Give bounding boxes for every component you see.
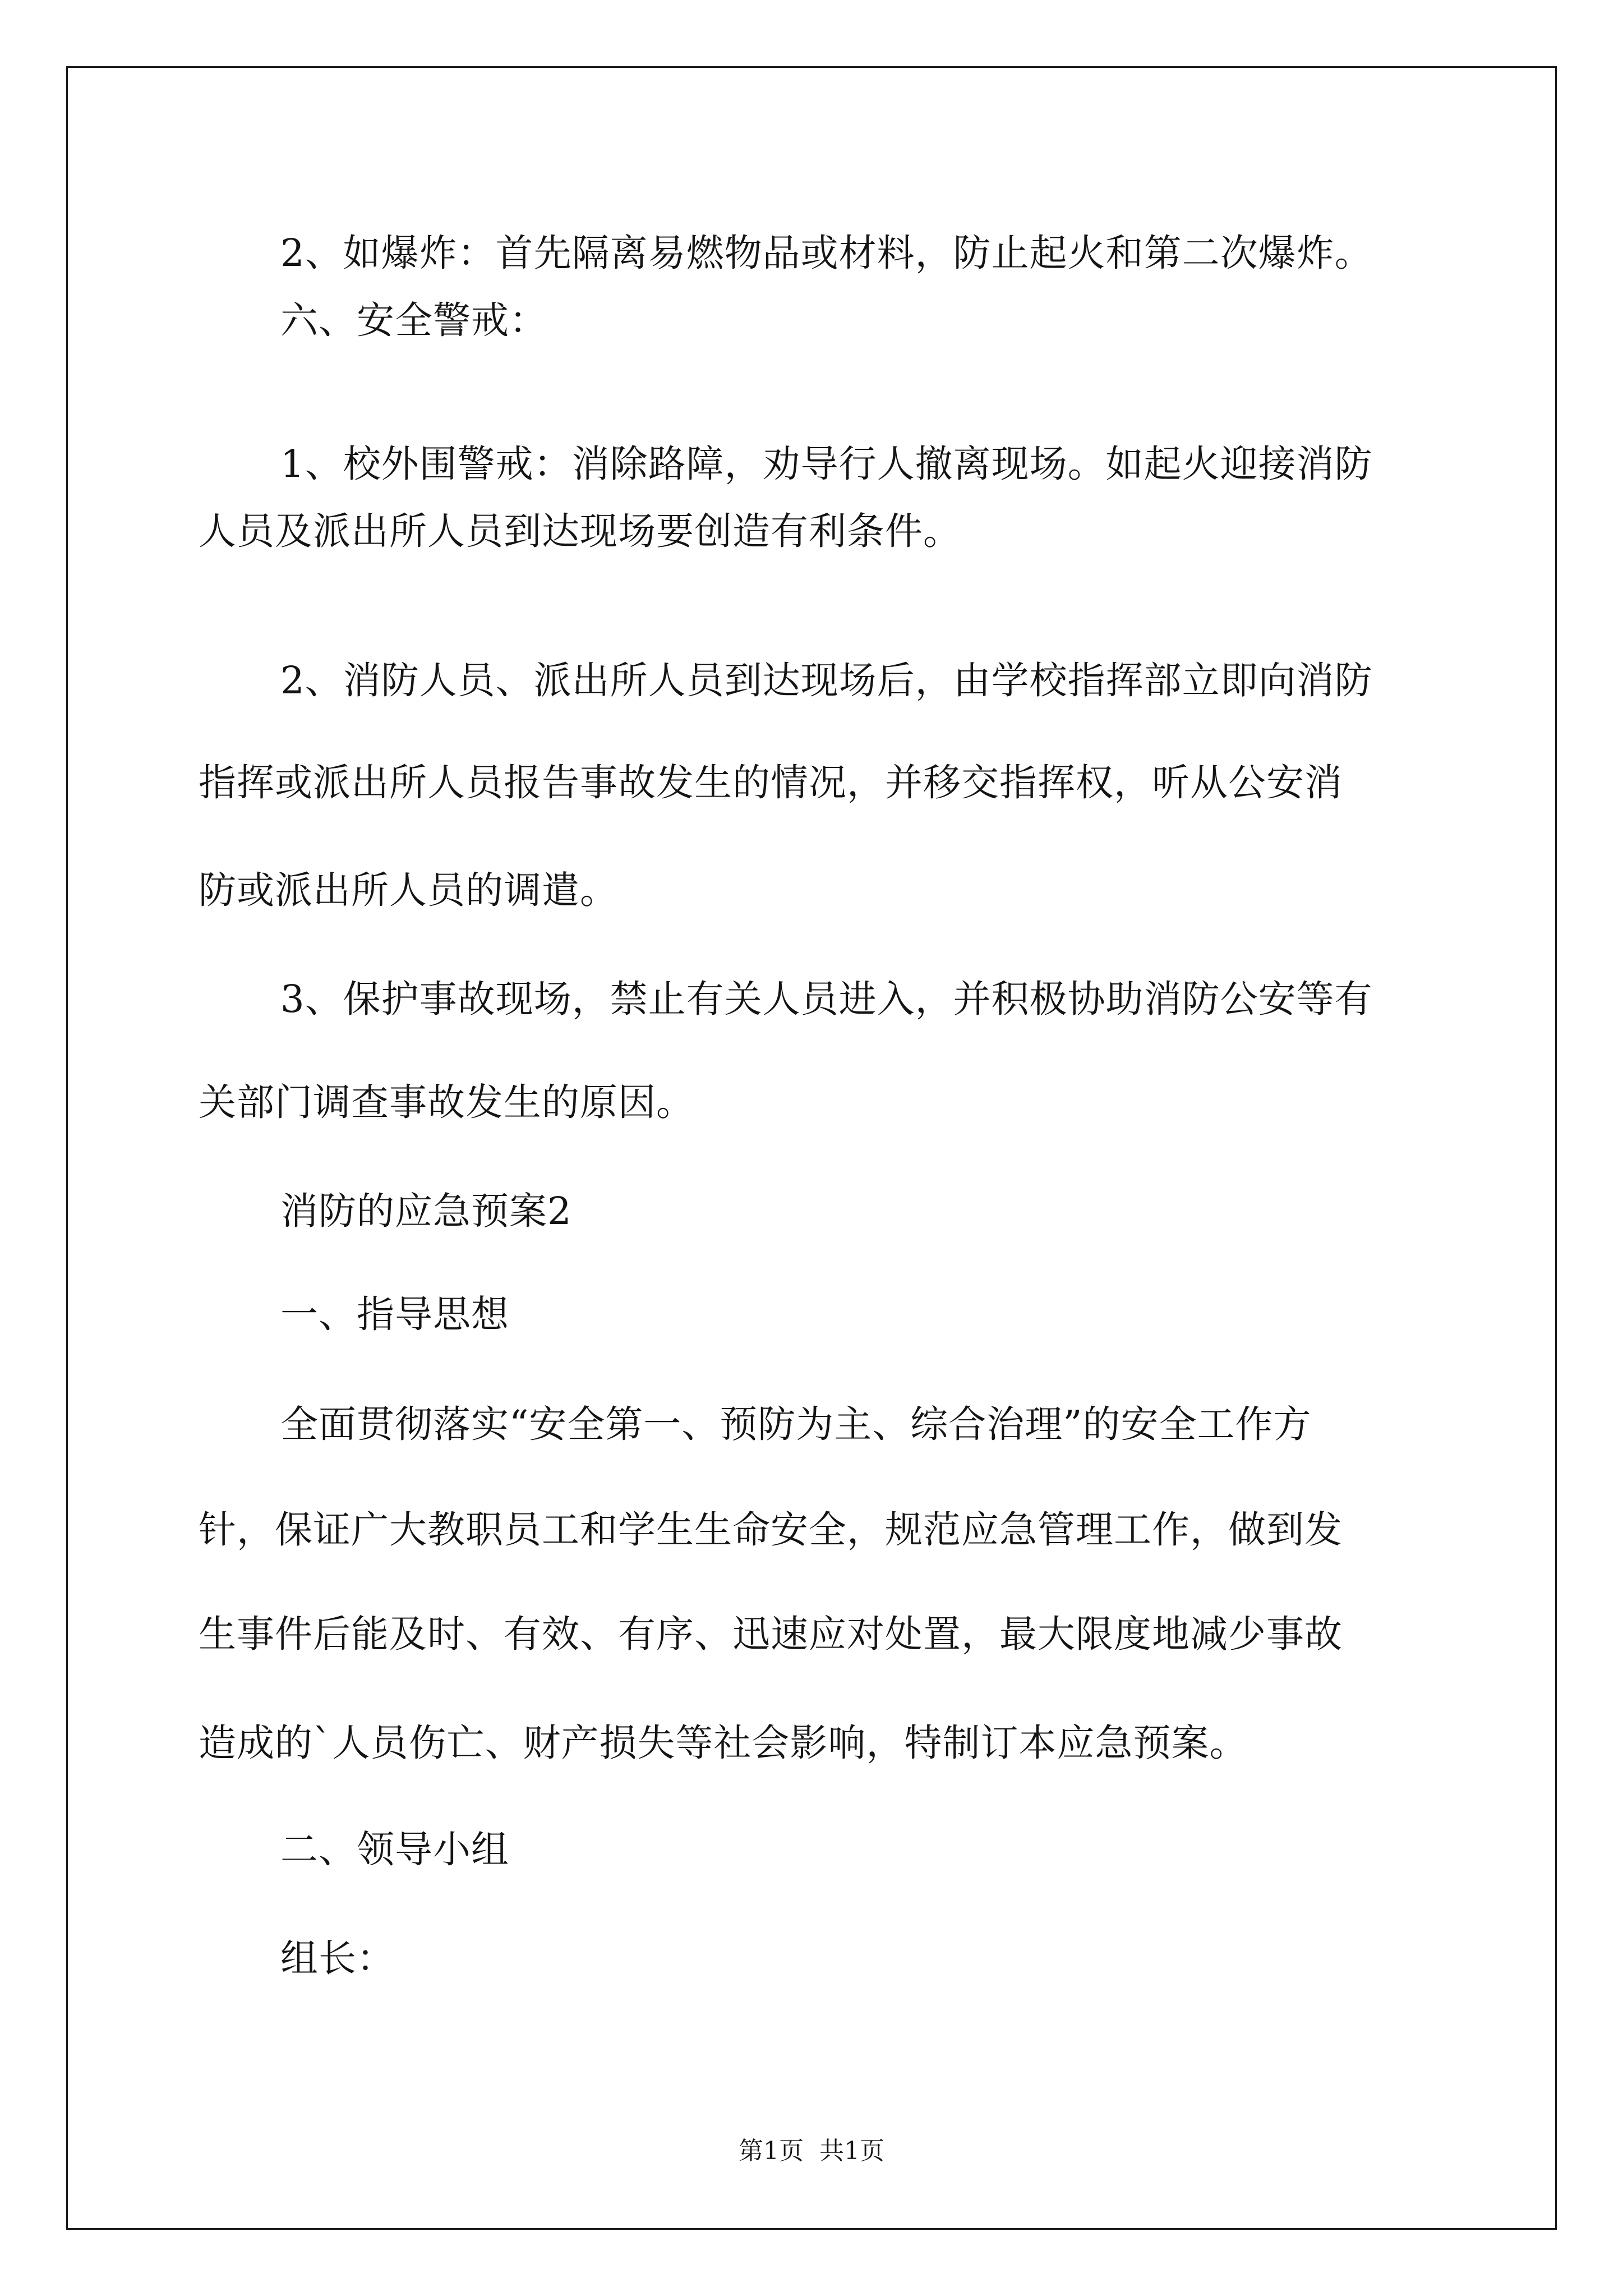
paragraph-line: 针，保证广大教职员工和学生生命安全，规范应急管理工作，做到发 [199,1508,1343,1552]
paragraph-line: 3、保护事故现场，禁止有关人员进入，并积极协助消防公安等有 [280,977,1373,1021]
paragraph-line: 2、消防人员、派出所人员到达现场后，由学校指挥部立即向消防 [280,659,1373,702]
paragraph-line: 1、校外围警戒：消除路障，劝导行人撤离现场。如起火迎接消防 [280,442,1373,486]
paragraph-line: 全面贯彻落实“安全第一、预防为主、综合治理”的安全工作方 [280,1402,1312,1446]
paragraph-line: 人员及派出所人员到达现场要创造有利条件。 [199,509,961,553]
paragraph-line: 防或派出所人员的调遣。 [199,868,618,912]
section-heading: 六、安全警戒： [280,298,547,342]
section-heading: 一、指导思想 [280,1292,509,1336]
page-footer: 第1页 共1页 [739,2137,884,2165]
paragraph-line: 生事件后能及时、有效、有序、迅速应对处置，最大限度地减少事故 [199,1612,1343,1656]
section-heading: 二、领导小组 [280,1828,509,1871]
paragraph-line: 组长： [280,1936,395,1980]
page-border [66,66,1557,2230]
document-subtitle: 消防的应急预案2 [280,1189,572,1233]
paragraph-line: 2、如爆炸：首先隔离易燃物品或材料，防止起火和第二次爆炸。 [280,231,1373,275]
paragraph-line: 指挥或派出所人员报告事故发生的情况，并移交指挥权，听从公安消 [199,761,1343,804]
paragraph-line: 造成的`人员伤亡、财产损失等社会影响，特制订本应急预案。 [199,1721,1248,1765]
paragraph-line: 关部门调查事故发生的原因。 [199,1080,694,1124]
